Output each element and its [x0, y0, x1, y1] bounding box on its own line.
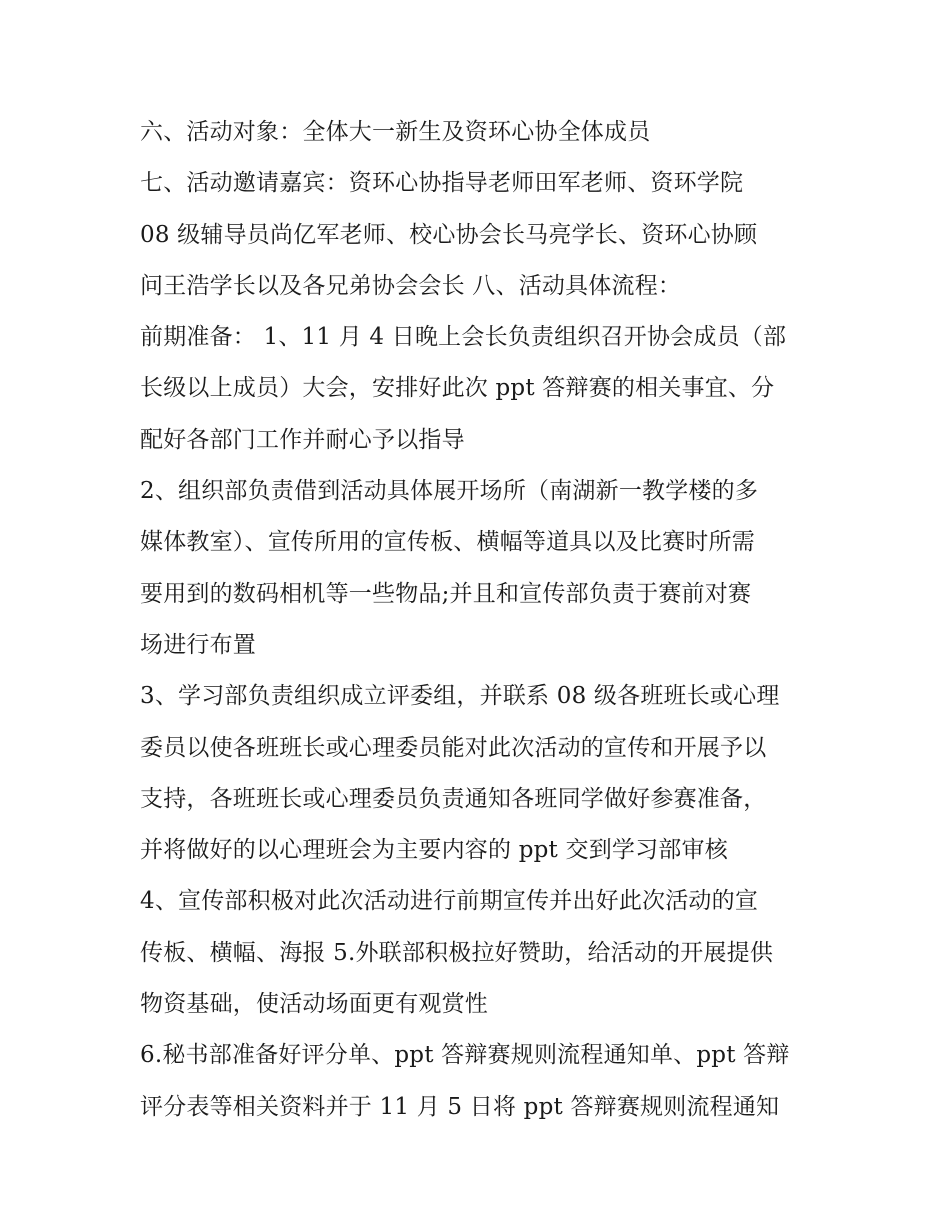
text-line: 长级以上成员）大会，安排好此次 ppt 答辩赛的相关事宜、分 [140, 375, 775, 402]
text-line: 08 级辅导员尚亿军老师、校心协会长马亮学长、资环心协顾 [140, 221, 758, 248]
text-line: 问王浩学长以及各兄弟协会会长 八、活动具体流程： [140, 272, 682, 299]
text-line: 要用到的数码相机等一些物品;并且和宣传部负责于赛前对赛 [140, 580, 752, 607]
text-line: 委员以使各班班长或心理委员能对此次活动的宣传和开展予以 [140, 734, 767, 761]
text-line: 媒体教室）、宣传所用的宣传板、横幅等道具以及比赛时所需 [140, 529, 755, 556]
text-line: 场进行布置 [140, 631, 256, 658]
document-body [140, 107, 830, 1133]
text-line: 配好各部门工作并耐心予以指导 [140, 426, 465, 453]
text-line: 物资基础，使活动场面更有观赏性 [140, 991, 488, 1018]
text-line: 并将做好的以心理班会为主要内容的 ppt 交到学习部审核 [140, 837, 728, 864]
text-line: 评分表等相关资料并于 11 月 5 日将 ppt 答辩赛规则流程通知 [140, 1093, 780, 1120]
text-line: 4、宣传部积极对此次活动进行前期宣传并出好此次活动的宣 [140, 888, 759, 915]
text-line: 传板、横幅、海报 5.外联部积极拉好赞助，给活动的开展提供 [140, 939, 774, 966]
text-line: 七、活动邀请嘉宾：资环心协指导老师田军老师、资环学院 [140, 170, 744, 197]
text-line: 六、活动对象：全体大一新生及资环心协全体成员 [140, 119, 651, 145]
text-line: 2、组织部负责借到活动具体展开场所（南湖新一教学楼的多 [140, 478, 759, 505]
text-line: 6.秘书部准备好评分单、ppt 答辩赛规则流程通知单、ppt 答辩 [140, 1042, 790, 1069]
text-line: 前期准备： 1、11 月 4 日晚上会长负责组织召开协会成员（部 [140, 324, 787, 351]
text-line: 3、学习部负责组织成立评委组，并联系 08 级各班班长或心理 [140, 683, 780, 710]
text-line: 支持，各班班长或心理委员负责通知各班同学做好参赛准备， [140, 785, 767, 812]
